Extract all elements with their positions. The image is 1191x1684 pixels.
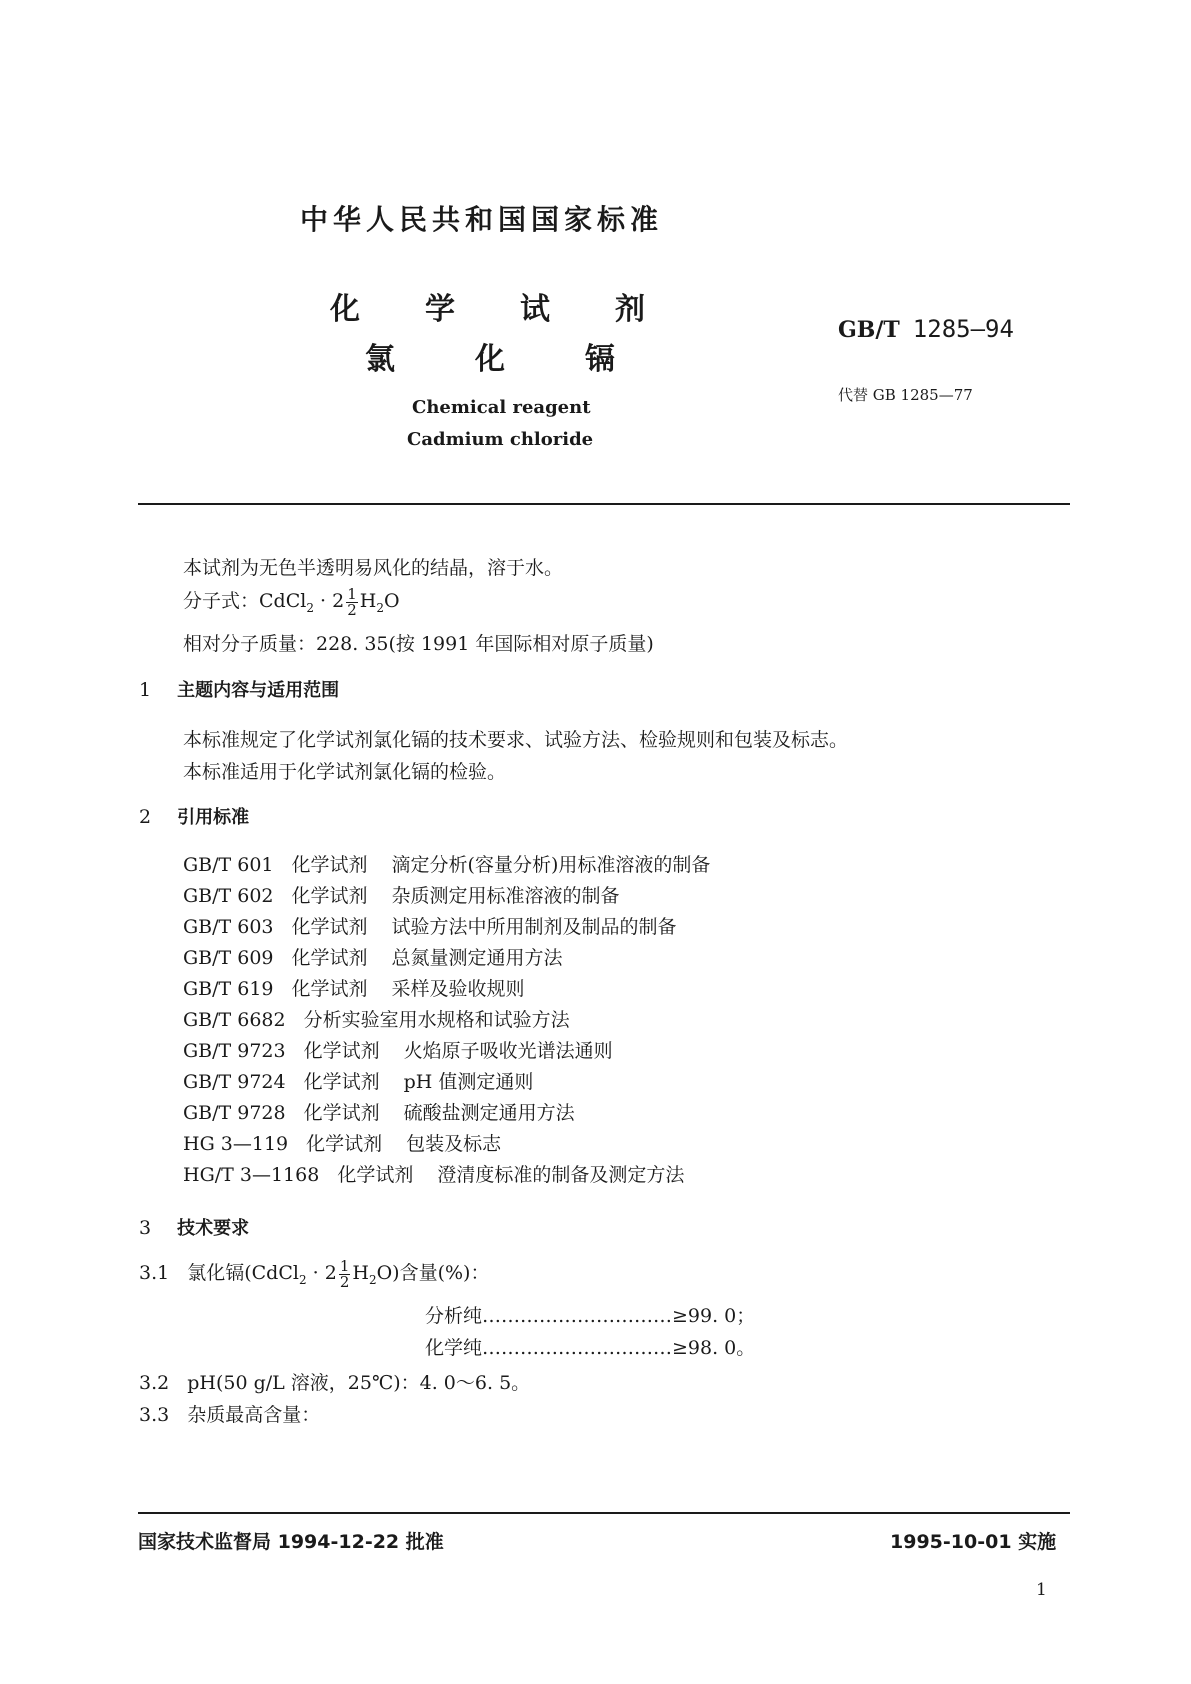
standard-number: [838, 315, 1014, 343]
molecular-formula: [183, 586, 400, 618]
section-3-1-mid: · 2: [306, 1262, 337, 1284]
reference-category: 化学试剂: [291, 885, 368, 907]
section-3-1-fraction: [339, 1256, 351, 1291]
reference-title: 火焰原子吸收光谱法通则: [403, 1040, 613, 1062]
reference-item: [183, 1067, 533, 1094]
section-3-3: [139, 1400, 320, 1427]
reference-category: 化学试剂: [303, 1040, 380, 1062]
reference-category: 化学试剂: [291, 947, 368, 969]
title-line1-char-3: 试: [520, 292, 550, 327]
title-line2-char-2: 化: [475, 342, 505, 377]
footer-divider: [138, 1512, 1070, 1514]
formula-mid: · 2: [313, 590, 345, 612]
reference-item: [183, 1005, 570, 1032]
reference-category: 化学试剂: [291, 854, 368, 876]
standard-code: 1285—94: [912, 315, 1014, 343]
reference-list: [183, 850, 883, 1195]
reference-title: 杂质测定用标准溶液的制备: [391, 885, 620, 907]
reference-code: GB/T 619: [183, 978, 274, 1000]
title-line2-char-3: 镉: [585, 342, 615, 377]
section-3-3-text: 杂质最高含量：: [187, 1404, 321, 1426]
section-2-title: 引用标准: [177, 807, 250, 828]
formula-water-o: O: [383, 590, 400, 612]
formula-water-sub: 2: [376, 600, 384, 615]
reference-item: [183, 974, 525, 1001]
formula-sub-2: 2: [306, 600, 314, 615]
section-3-3-number: 3.3: [139, 1404, 170, 1426]
section-3-heading: [139, 1214, 249, 1240]
reference-title: pH 值测定通则: [403, 1071, 534, 1093]
english-title-line2: Cadmium chloride: [407, 429, 594, 450]
reference-category: 化学试剂: [303, 1071, 380, 1093]
reference-item: [183, 912, 677, 939]
section-2-heading: [139, 803, 249, 829]
reference-category: 化学试剂: [303, 1102, 380, 1124]
section-3-1: [139, 1258, 489, 1290]
section-3-1-number: 3.1: [139, 1262, 170, 1284]
formula-frac-den: 2: [347, 600, 357, 619]
section-1-title: 主题内容与适用范围: [177, 680, 340, 701]
formula-label: 分子式：CdCl: [183, 590, 307, 612]
standard-prefix: GB/T: [838, 317, 900, 343]
title-line1-char-1: 化: [330, 292, 360, 327]
reference-item: [183, 1098, 575, 1125]
reference-title: 澄清度标准的制备及测定方法: [437, 1164, 685, 1186]
section-3-2-text: pH(50 g/L 溶液，25℃)：4. 0～6. 5。: [187, 1372, 531, 1394]
grade-chemical: 化学纯…………………………≥98. 0。: [425, 1337, 756, 1359]
reference-title: 包装及标志: [406, 1133, 502, 1155]
reference-code: GB/T 609: [183, 947, 274, 969]
formula-fraction: [346, 584, 358, 619]
page-number: 1: [1036, 1580, 1047, 1600]
reference-code: GB/T 9724: [183, 1071, 286, 1093]
grade-analytical: 分析纯…………………………≥99. 0；: [425, 1305, 756, 1327]
title-line1-char-2: 学: [425, 292, 455, 327]
relative-molecular-mass: 相对分子质量：228. 35(按 1991 年国际相对原子质量): [183, 633, 654, 655]
reference-category: 化学试剂: [291, 916, 368, 938]
section-3-1-pre: 氯化镉(CdCl: [187, 1262, 299, 1284]
reference-item: [183, 1160, 684, 1187]
reference-item: [183, 850, 710, 877]
reference-category: 化学试剂: [306, 1133, 383, 1155]
formula-frac-num: 1: [347, 584, 357, 603]
national-standard-title: 中华人民共和国国家标准: [300, 203, 664, 236]
section-1-number: 1: [139, 679, 152, 701]
section-3-1-h-sub: 2: [368, 1272, 377, 1287]
section-3-1-frac-num: 1: [339, 1256, 350, 1275]
reference-item: [183, 1129, 501, 1156]
section-3-1-frac-den: 2: [339, 1272, 350, 1291]
reference-title: 分析实验室用水规格和试验方法: [303, 1009, 570, 1031]
reference-item: [183, 943, 563, 970]
section-3-2: [139, 1368, 530, 1395]
reference-code: GB/T 9723: [183, 1040, 286, 1062]
reference-category: 化学试剂: [337, 1164, 414, 1186]
section-1-paragraph-2: 本标准适用于化学试剂氯化镉的检验。: [183, 761, 507, 783]
section-1-heading: [139, 676, 339, 702]
reference-code: GB/T 603: [183, 916, 274, 938]
approval-date: 国家技术监督局 1994-12-22 批准: [138, 1531, 444, 1553]
reference-item: [183, 1036, 613, 1063]
reference-code: HG 3—119: [183, 1133, 289, 1155]
reference-code: GB/T 601: [183, 854, 274, 876]
section-1-paragraph-1: 本标准规定了化学试剂氯化镉的技术要求、试验方法、检验规则和包装及标志。: [183, 729, 849, 751]
reference-title: 滴定分析(容量分析)用标准溶液的制备: [391, 854, 711, 876]
reference-code: GB/T 602: [183, 885, 274, 907]
reference-item: [183, 881, 620, 908]
replaces-standard: 代替 GB 1285—77: [838, 386, 973, 404]
reference-title: 试验方法中所用制剂及制品的制备: [391, 916, 677, 938]
header-divider: [138, 503, 1070, 505]
section-3-1-end: O)含量(%)：: [376, 1262, 490, 1284]
reference-title: 总氮量测定通用方法: [391, 947, 563, 969]
section-3-title: 技术要求: [177, 1218, 250, 1239]
section-3-1-sub: 2: [298, 1272, 307, 1287]
reference-code: GB/T 9728: [183, 1102, 286, 1124]
reference-title: 采样及验收规则: [391, 978, 525, 1000]
reference-code: GB/T 6682: [183, 1009, 286, 1031]
implementation-date: 1995-10-01 实施: [890, 1531, 1057, 1553]
section-2-number: 2: [139, 806, 152, 828]
section-3-2-number: 3.2: [139, 1372, 170, 1394]
title-line1-char-4: 剂: [615, 292, 645, 327]
english-title-line1: Chemical reagent: [412, 397, 591, 418]
reference-category: 化学试剂: [291, 978, 368, 1000]
section-3-number: 3: [139, 1217, 152, 1239]
formula-water-h: H: [359, 590, 377, 612]
intro-description: 本试剂为无色半透明易风化的结晶，溶于水。: [183, 557, 564, 579]
reference-title: 硫酸盐测定通用方法: [403, 1102, 575, 1124]
reference-code: HG/T 3—1168: [183, 1164, 320, 1186]
section-3-1-h: H: [352, 1262, 369, 1284]
title-line2-char-1: 氯: [365, 342, 395, 377]
